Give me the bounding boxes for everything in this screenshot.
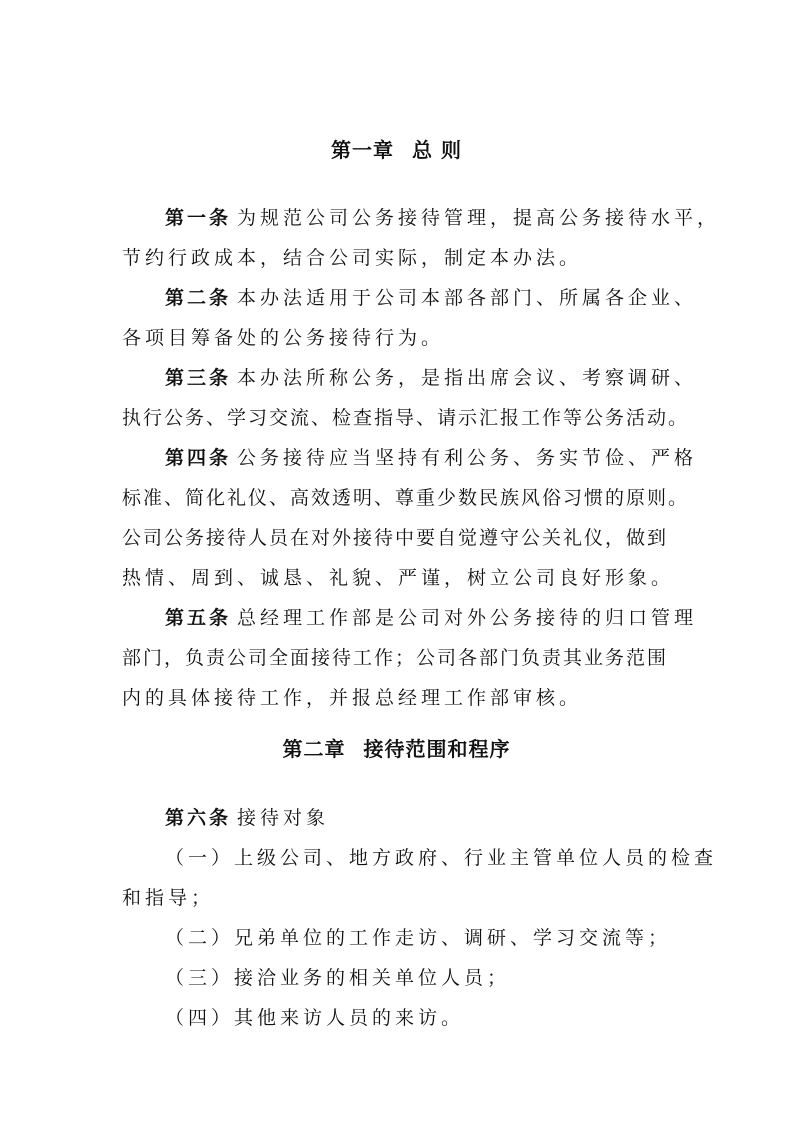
article-6-line-1 [165,806,725,830]
article-5-line-2: 部门，负责公司全面接待工作；公司各部门负责其业务范围 [122,647,669,669]
article-label: 第三条 [165,367,232,389]
list-item-4: （四）其他来访人员的来访。 [165,1007,465,1029]
article-text: 本办法适用于公司本部各部门、所属各企业、 [237,287,698,309]
chapter-number: 第一章 [331,138,395,162]
list-item-1-line-1: （一）上级公司、地方政府、行业主管单位人员的检查 [165,847,718,869]
chapter-1-heading [0,134,793,163]
list-item-1-line-2: 和指导； [122,887,215,909]
article-5-line-1 [165,606,725,630]
article-5-line-3: 内的具体接待工作，并报总经理工作部审核。 [122,687,583,709]
article-label: 第五条 [165,607,232,629]
article-3-line-2: 执行公务、学习交流、检查指导、请示汇报工作等公务活动。 [122,407,690,429]
list-item-3: （三）接洽业务的相关单位人员； [165,967,511,989]
article-label: 第一条 [165,207,232,229]
article-2-line-1 [165,286,725,310]
chapter-title: 总 则 [412,138,462,162]
article-text: 接待对象 [237,807,330,829]
article-4-line-1 [165,446,725,470]
chapter-number: 第二章 [282,737,346,761]
article-1-line-2: 节约行政成本，结合公司实际，制定本办法。 [122,247,583,269]
list-item-2: （二）兄弟单位的工作走访、调研、学习交流等； [165,927,672,949]
article-label: 第六条 [165,807,232,829]
chapter-title: 接待范围和程序 [363,737,511,761]
article-text: 公务接待应当坚持有利公务、务实节俭、严格 [237,447,698,469]
article-1-line-1 [165,206,725,230]
article-text: 为规范公司公务接待管理，提高公务接待水平， [237,207,721,229]
article-label: 第四条 [165,447,232,469]
article-2-line-2: 各项目筹备处的公务接待行为。 [122,327,445,349]
article-label: 第二条 [165,287,232,309]
article-4-line-2: 标准、简化礼仪、高效透明、尊重少数民族风俗习惯的原则。 [122,487,690,509]
article-text: 本办法所称公务，是指出席会议、考察调研、 [237,367,698,389]
article-text: 总经理工作部是公司对外公务接待的归口管理 [237,607,698,629]
article-3-line-1 [165,366,725,390]
article-4-line-4: 热情、周到、诚恳、礼貌、严谨，树立公司良好形象。 [122,567,675,589]
chapter-2-heading [0,733,793,762]
article-4-line-3: 公司公务接待人员在对外接待中要自觉遵守公关礼仪，做到 [122,527,669,549]
